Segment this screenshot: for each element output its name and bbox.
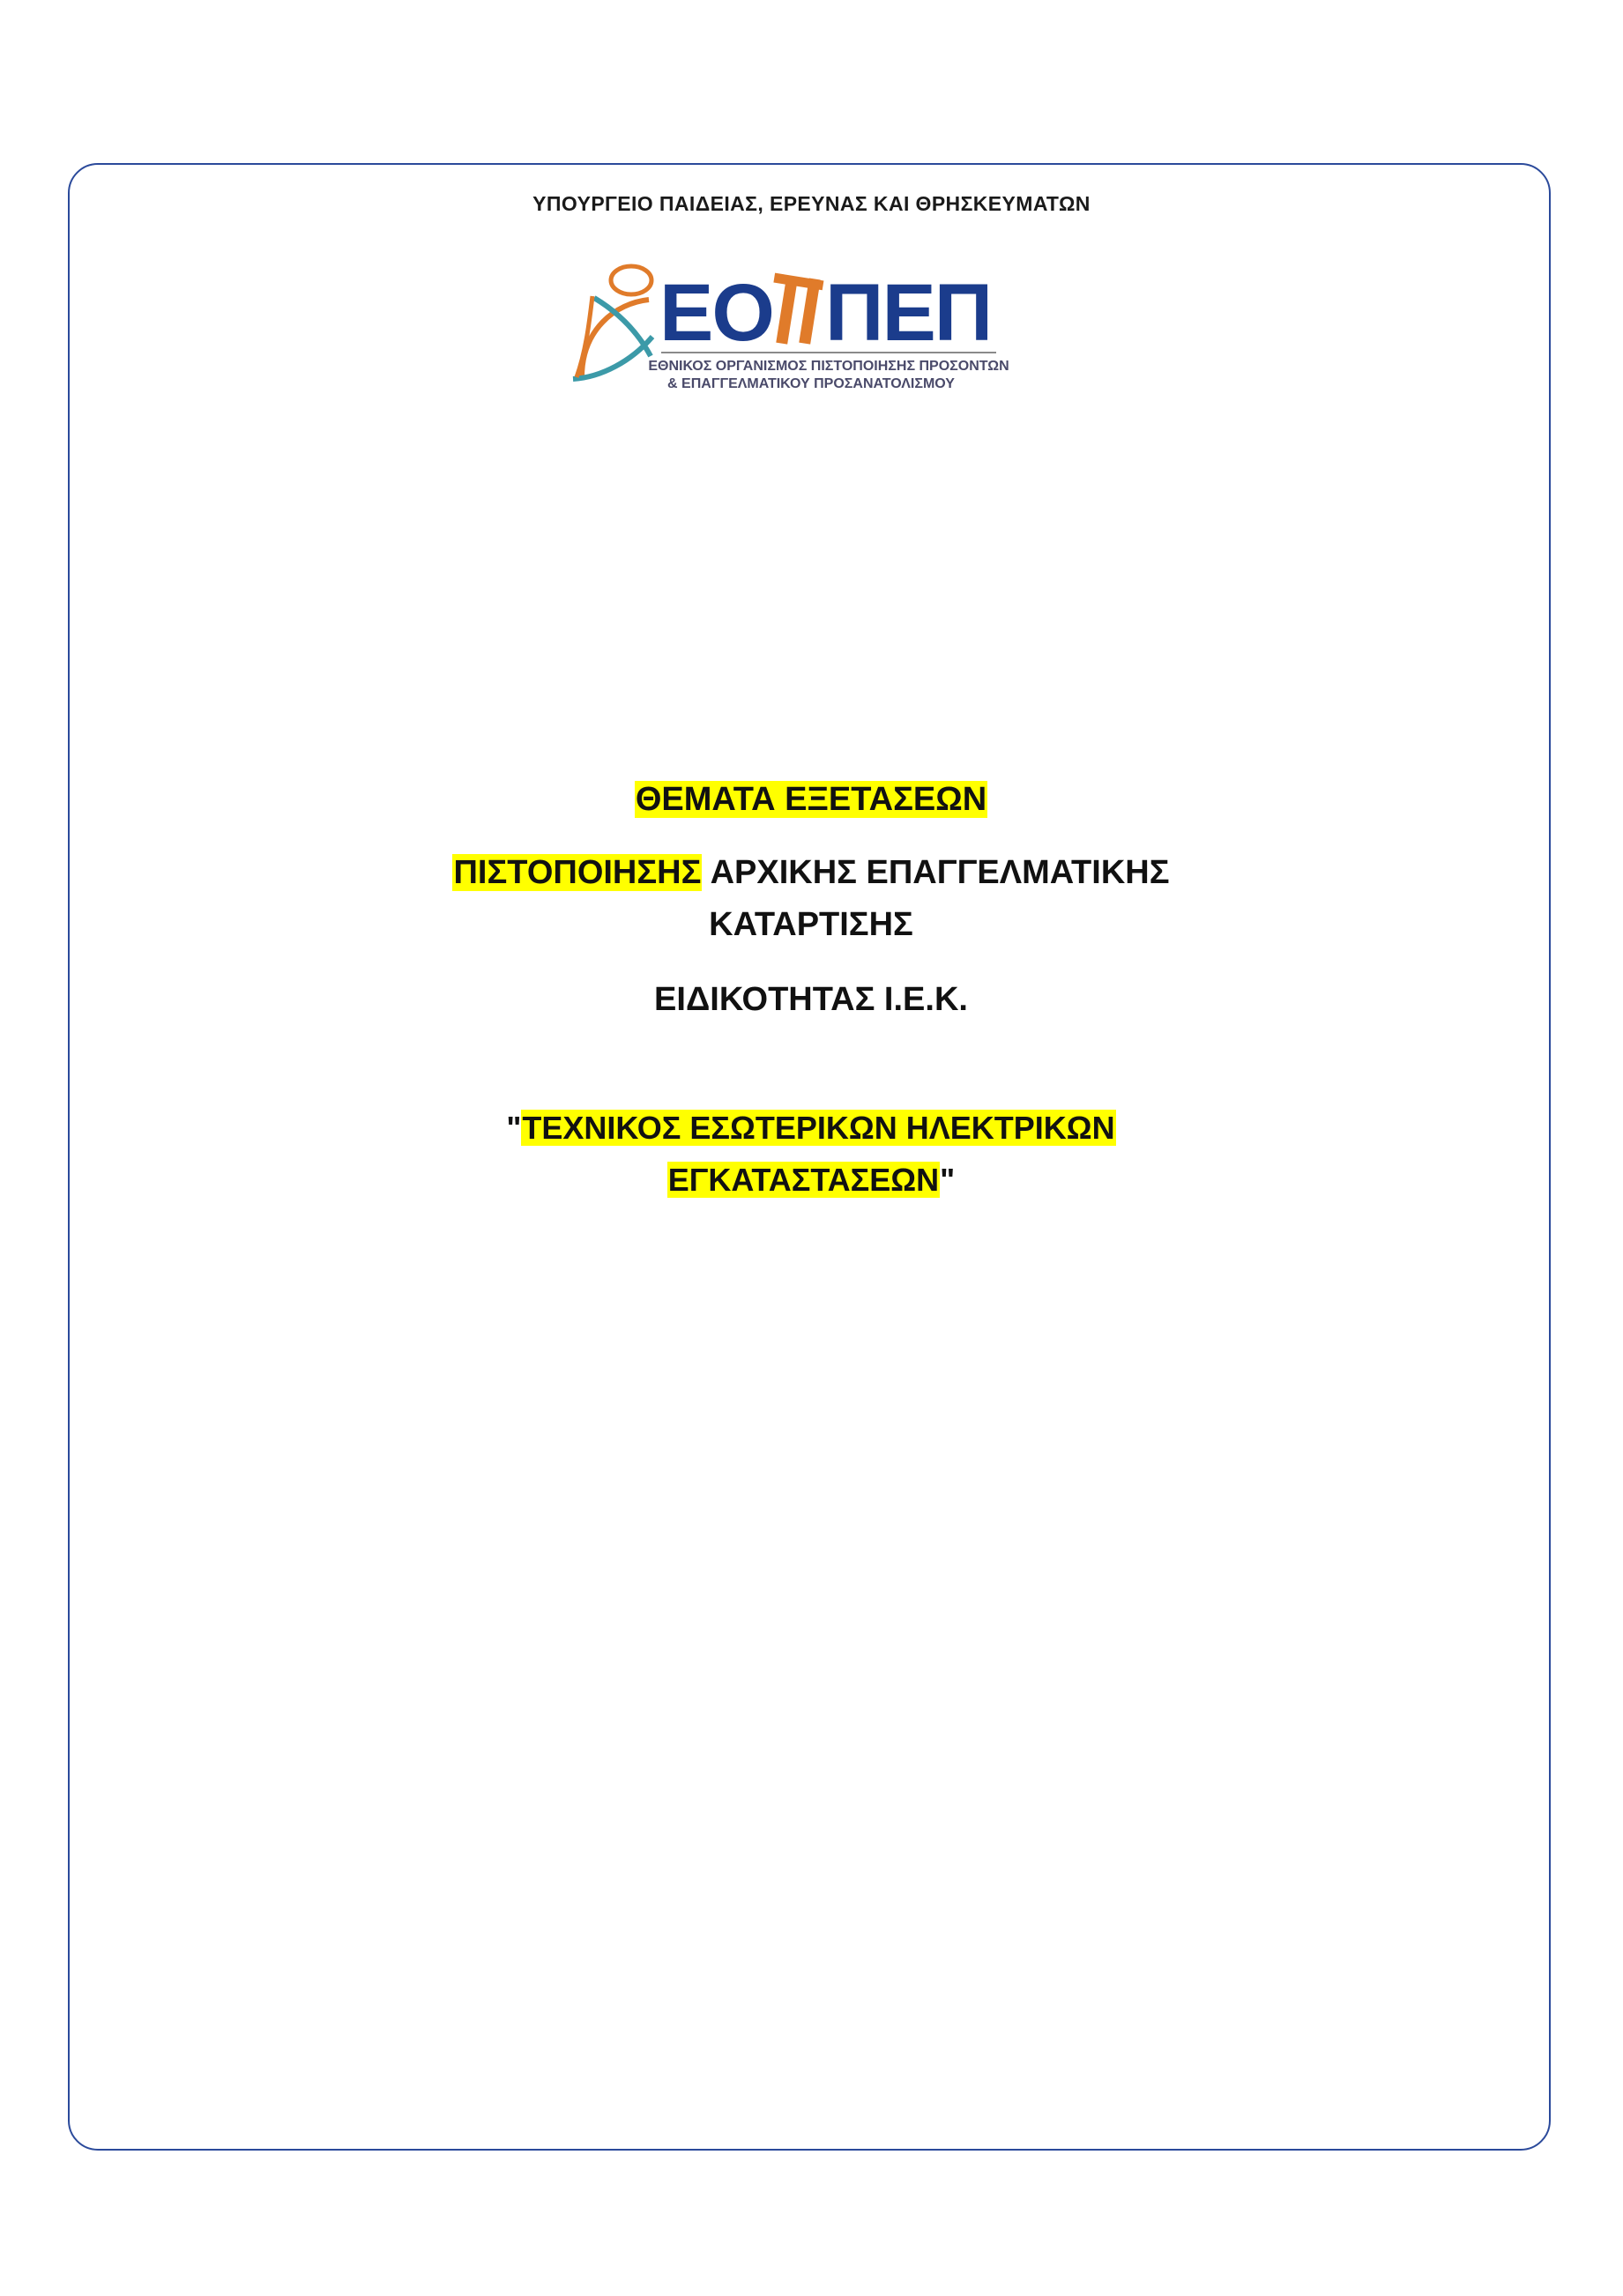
title-line-2: [132, 849, 1490, 897]
title-line-6-highlight: ΕΓΚΑΤΑΣΤΑΣΕΩΝ: [667, 1161, 940, 1198]
eoppep-logo: [547, 245, 1076, 421]
title-line-2-highlight: ΠΙΣΤΟΠΟΙΗΣΗΣ: [453, 854, 702, 892]
ministry-header: ΥΠΟΥΡΓΕΙΟ ΠΑΙΔΕΙΑΣ, ΕΡΕΥΝΑΣ ΚΑΙ ΘΡΗΣΚΕΥΜΑΤΩΝ: [532, 192, 1091, 215]
title-line-1: [132, 776, 1490, 824]
svg-text:ΕΟ: ΕΟ: [659, 268, 773, 358]
logo-figure-icon: [573, 266, 652, 379]
title-line-2-rest: ΑΡΧΙΚΗΣ ΕΠΑΓΓΕΛΜΑΤΙΚΗΣ: [702, 854, 1170, 892]
exam-title-block: [132, 776, 1490, 1203]
title-line-5-highlight: ΤΕΧΝΙΚΟΣ ΕΣΩΤΕΡΙΚΩΝ ΗΛΕΚΤΡΙΚΩΝ: [522, 1110, 1115, 1147]
title-line-5: [132, 1105, 1490, 1151]
title-line-1-text: ΘΕΜΑΤΑ ΕΞΕΤΑΣΕΩΝ: [635, 781, 987, 818]
title-line-3: ΚΑΤΑΡΤΙΣΗΣ: [709, 906, 913, 944]
quote-close: ": [940, 1161, 956, 1198]
logo-subtitle-line2: & ΕΠΑΓΓΕΛΜΑΤΙΚΟΥ ΠΡΟΣΑΝΑΤΟΛΙΣΜΟΥ: [667, 376, 955, 391]
title-line-4: ΕΙΔΙΚΟΤΗΤΑΣ Ι.Ε.Κ.: [654, 981, 968, 1019]
quote-open: ": [506, 1110, 522, 1147]
title-line-6: [132, 1157, 1490, 1203]
logo-pi-mark: [773, 273, 823, 345]
logo-subtitle-line1: ΕΘΝΙΚΟΣ ΟΡΓΑΝΙΣΜΟΣ ΠΙΣΤΟΠΟΙΗΣΗΣ ΠΡΟΣΟΝΤΩΝ: [648, 359, 1009, 374]
svg-text:ΠΕΠ: ΠΕΠ: [825, 268, 992, 358]
